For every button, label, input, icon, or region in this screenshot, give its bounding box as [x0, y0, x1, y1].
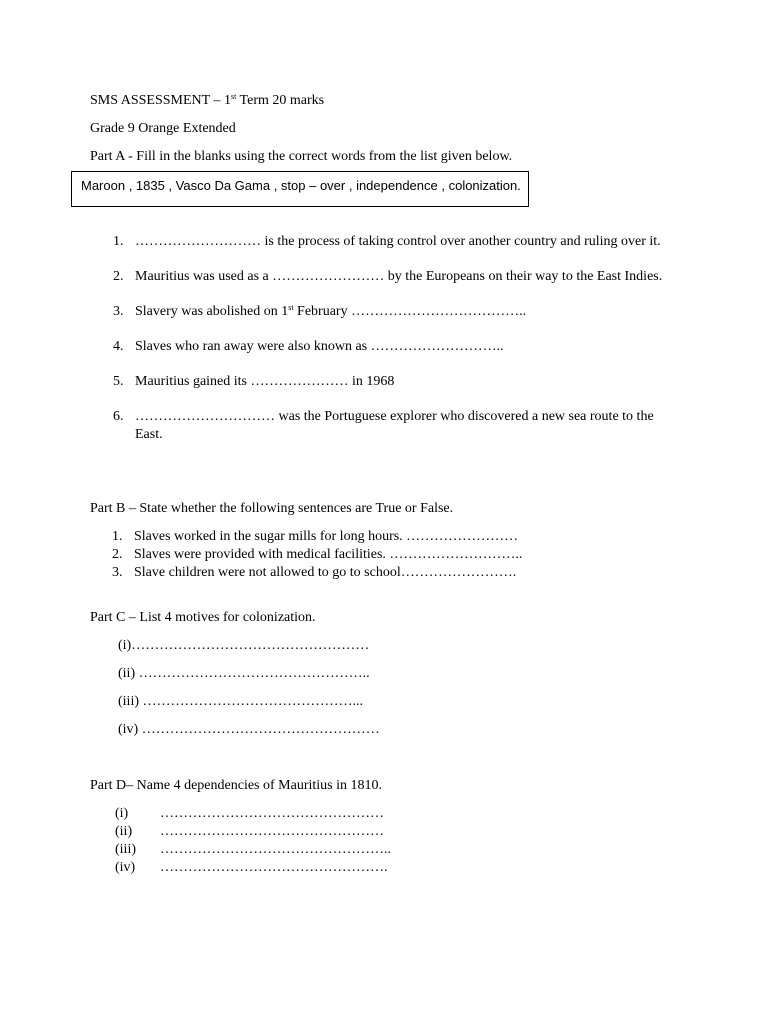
answer-dots: …………………………………………: [160, 824, 384, 839]
question-text: [135, 303, 526, 320]
question-text: Slaves worked in the sugar mills for long hours. ……………………: [134, 529, 519, 544]
part-d-instruction: Part D– Name 4 dependencies of Mauritius in 1810.: [90, 778, 382, 793]
question-number: 5.: [113, 374, 124, 389]
question-text: Mauritius gained its ………………… in 1968: [135, 374, 395, 389]
item-label: (iii): [115, 842, 136, 857]
title-superscript: st: [230, 92, 237, 101]
question-superscript: st: [288, 303, 294, 312]
question-text-start: Slavery was abolished on 1: [135, 304, 289, 319]
part-a-instruction: Part A - Fill in the blanks using the correct words from the list given below.: [90, 149, 513, 164]
question-text: Slaves were provided with medical facilities. ………………………..: [134, 547, 523, 562]
motive-answer-line: (iv) ……………………………………………: [118, 722, 380, 737]
question-number: 4.: [113, 339, 124, 354]
answer-dots: …………………………………………: [160, 806, 384, 821]
word-list: Maroon , 1835 , Vasco Da Gama , stop – over , independence , colonization.: [81, 178, 521, 193]
part-c-instruction: Part C – List 4 motives for colonization.: [90, 610, 316, 625]
question-text: Slave children were not allowed to go to school…………………….: [134, 565, 517, 580]
question-text-end: February ………………………………..: [293, 304, 527, 319]
question-number: 3.: [113, 304, 124, 319]
part-b-instruction: Part B – State whether the following sentences are True or False.: [90, 501, 454, 516]
item-label: (i): [115, 806, 129, 821]
assessment-title: [90, 92, 324, 109]
question-number: 6.: [113, 409, 124, 424]
motive-answer-line: (i)……………………………………………: [118, 638, 370, 653]
question-number: 1.: [112, 529, 123, 544]
question-text: Mauritius was used as a …………………… by the Europeans on their way to the East Indies.: [135, 269, 663, 284]
word-list-box: [71, 171, 529, 207]
item-label: (ii): [115, 824, 133, 839]
question-text-line1: ………………………… was the Portuguese explorer who discovered a new sea route to the: [135, 409, 654, 424]
question-number: 1.: [113, 234, 124, 249]
grade-label: Grade 9 Orange Extended: [90, 121, 236, 136]
question-number: 2.: [112, 547, 123, 562]
question-text: ……………………… is the process of taking control over another country and ruling over it.: [135, 234, 661, 249]
question-text: Slaves who ran away were also known as ………………………..: [135, 339, 504, 354]
item-label: (iv): [115, 860, 136, 875]
answer-dots: …………………………………………..: [160, 842, 391, 857]
question-number: 2.: [113, 269, 124, 284]
answer-dots: ………………………………………….: [160, 860, 388, 875]
motive-answer-line: (ii) …………………………………………..: [118, 666, 370, 681]
motive-answer-line: (iii) ………………………………………...: [118, 694, 363, 709]
question-text-line2: East.: [135, 427, 163, 442]
title-marks: Term 20 marks: [236, 93, 325, 108]
title-text: SMS ASSESSMENT – 1: [90, 93, 231, 108]
question-number: 3.: [112, 565, 123, 580]
